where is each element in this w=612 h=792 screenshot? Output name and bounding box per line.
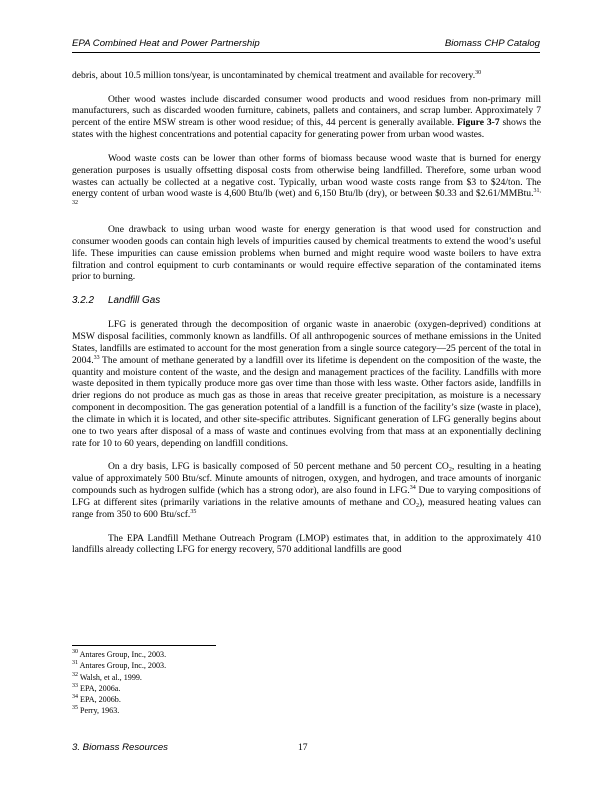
figure-reference: Figure 3-7 bbox=[457, 117, 500, 129]
paragraph-text: Wood waste costs can be lower than other forms of biomass because wood waste that is burned for energy generation purposes is usually offsetting disposal costs from otherwise being landfilled. Therefore, some urban wood wastes can actually be collected at a negative cost. Typically, urban wood waste costs range from $3 to $24/ton. The energy content of urban wood waste is 4,600 Btu/lb (wet) and 6,150 Btu/lb (dry), or between $0.33 and $2.61/MMBtu. bbox=[72, 152, 541, 200]
page-header bbox=[72, 36, 540, 53]
footnote-number: 35 bbox=[72, 705, 78, 712]
paragraph-text: Due to varying compositions of LFG at different sites (primarily variations in the relative amounts of methane and CO bbox=[72, 485, 541, 509]
footnote bbox=[72, 660, 166, 671]
page-number: 17 bbox=[298, 742, 308, 753]
paragraph-2 bbox=[72, 94, 541, 142]
paragraph-text: One drawback to using urban wood waste for energy generation is that wood used for construction and consumer wooden goods can contain high levels of impurities caused by chemical treatments to extend the wood’s useful life. These impurities can cause emission problems when burned and might require wood waste boilers to have extra filtration and control equipment to curb contaminants or would require effective separation of the contaminated items prior to burning. bbox=[72, 223, 541, 283]
footnote bbox=[72, 705, 166, 716]
footnote bbox=[72, 683, 166, 694]
footnote bbox=[72, 672, 166, 683]
paragraph-4 bbox=[72, 224, 541, 284]
footnote-text: Antares Group, Inc., 2003. bbox=[78, 650, 167, 659]
paragraph-text: debris, about 10.5 million tons/year, is uncontaminated by chemical treatment and available for recovery. bbox=[72, 70, 476, 81]
subscript: 2 bbox=[448, 467, 452, 474]
paragraph-text: Other wood wastes include discarded consumer wood products and wood residues from non-primary mill manufacturers, such as discarded wooden furniture, cabinets, pallets and containers, and scrap lumber. Approximately 7 percent of the entire MSW stream is other wood residue; of this, 44 percent is generally available. bbox=[72, 93, 541, 129]
footnote-number: 32 bbox=[72, 671, 78, 678]
paragraph-7 bbox=[72, 533, 541, 557]
paragraph-6 bbox=[72, 461, 541, 521]
paragraph-text: shows the states with the highest concentrations and potential capacity for generating power from urban wood wastes. bbox=[72, 117, 541, 141]
footnote-divider bbox=[72, 645, 216, 646]
footnote-text: Antares Group, Inc., 2003. bbox=[78, 661, 167, 671]
footnote bbox=[72, 649, 166, 660]
paragraph-text: On a dry basis, LFG is basically composed of 50 percent methane and 50 percent CO bbox=[108, 461, 449, 473]
paragraph-3 bbox=[72, 153, 541, 213]
footnote bbox=[72, 694, 166, 705]
footnote-number: 31 bbox=[72, 660, 78, 667]
paragraph-text: , resulting in a heating value of approximately 500 Btu/scf. Minute amounts of nitrogen, oxygen, and hydrogen, and trace amounts of inorganic compounds such as hydrogen sulfide (which has a strong odor), are also found in LFG. bbox=[72, 461, 541, 497]
footnote-ref: 35 bbox=[190, 509, 197, 516]
section-number: 3.2.2 bbox=[72, 294, 94, 306]
paragraph-text: The EPA Landfill Methane Outreach Program (LMOP) estimates that, in addition to the approximately 410 landfills already collecting LFG for energy recovery, 570 additional landfills are good bbox=[72, 532, 541, 556]
paragraph-text: The amount of methane generated by a landfill over its lifetime is dependent on the composition of the waste, the quantity and moisture content of the waste, and the design and management practices of the facility. Landfills with more waste deposited in them typically produce more gas over time than those with less waste. Other factors aside, landfills in drier regions do not produce as much gas as those in areas that receive greater precipitation, as moisture is a necessary component in decomposition. The gas generation potential of a landfill is a function of the facility’s size (waste in place), the climate in which it is located, and other site-specific attributes. Significant generation of LFG generally begins about one to two years after disposal of a mass of waste and continues evolving from that mass at an exponentially declining rate for 10 to 60 years, depending on landfill conditions. bbox=[72, 354, 541, 449]
footer-chapter: 3. Biomass Resources bbox=[72, 742, 168, 753]
footnote-ref: 34 bbox=[409, 485, 416, 492]
footnote-ref: 33 bbox=[93, 354, 100, 361]
footnote-text: Walsh, et al., 1999. bbox=[78, 672, 142, 682]
paragraph-5 bbox=[72, 319, 541, 450]
paragraph-text: LFG is generated through the decomposition of organic waste in anaerobic (oxygen-deprived) conditions at MSW disposal facilities, commonly known as landfills. Of all anthropogenic sources of methane emissions in the United States, landfills are estimated to account for the most generation from a single source category—25 percent of the total in 2004. bbox=[72, 318, 541, 366]
footnote-text: EPA, 2006b. bbox=[78, 695, 121, 705]
paragraph-text: ), measured heating values can range from 350 to 600 Btu/scf. bbox=[72, 497, 541, 521]
page-footer bbox=[72, 742, 540, 756]
footnotes bbox=[72, 649, 166, 717]
footnote-text: EPA, 2006a. bbox=[78, 683, 121, 693]
section-title: Landfill Gas bbox=[108, 294, 161, 306]
footnote-text: Perry, 1963. bbox=[78, 706, 120, 716]
footnote-ref: 31, 32 bbox=[72, 188, 541, 207]
footnote-number: 34 bbox=[72, 694, 78, 701]
header-right-title: Biomass CHP Catalog bbox=[444, 38, 540, 49]
section-heading bbox=[72, 295, 541, 307]
main-text bbox=[72, 70, 541, 568]
footnote-ref: 30 bbox=[475, 70, 482, 76]
paragraph-1 bbox=[72, 70, 541, 82]
header-left-title: EPA Combined Heat and Power Partnership bbox=[72, 38, 260, 49]
footnote-number: 33 bbox=[72, 682, 78, 689]
subscript: 2 bbox=[415, 503, 419, 510]
footnote-number: 30 bbox=[72, 649, 78, 655]
